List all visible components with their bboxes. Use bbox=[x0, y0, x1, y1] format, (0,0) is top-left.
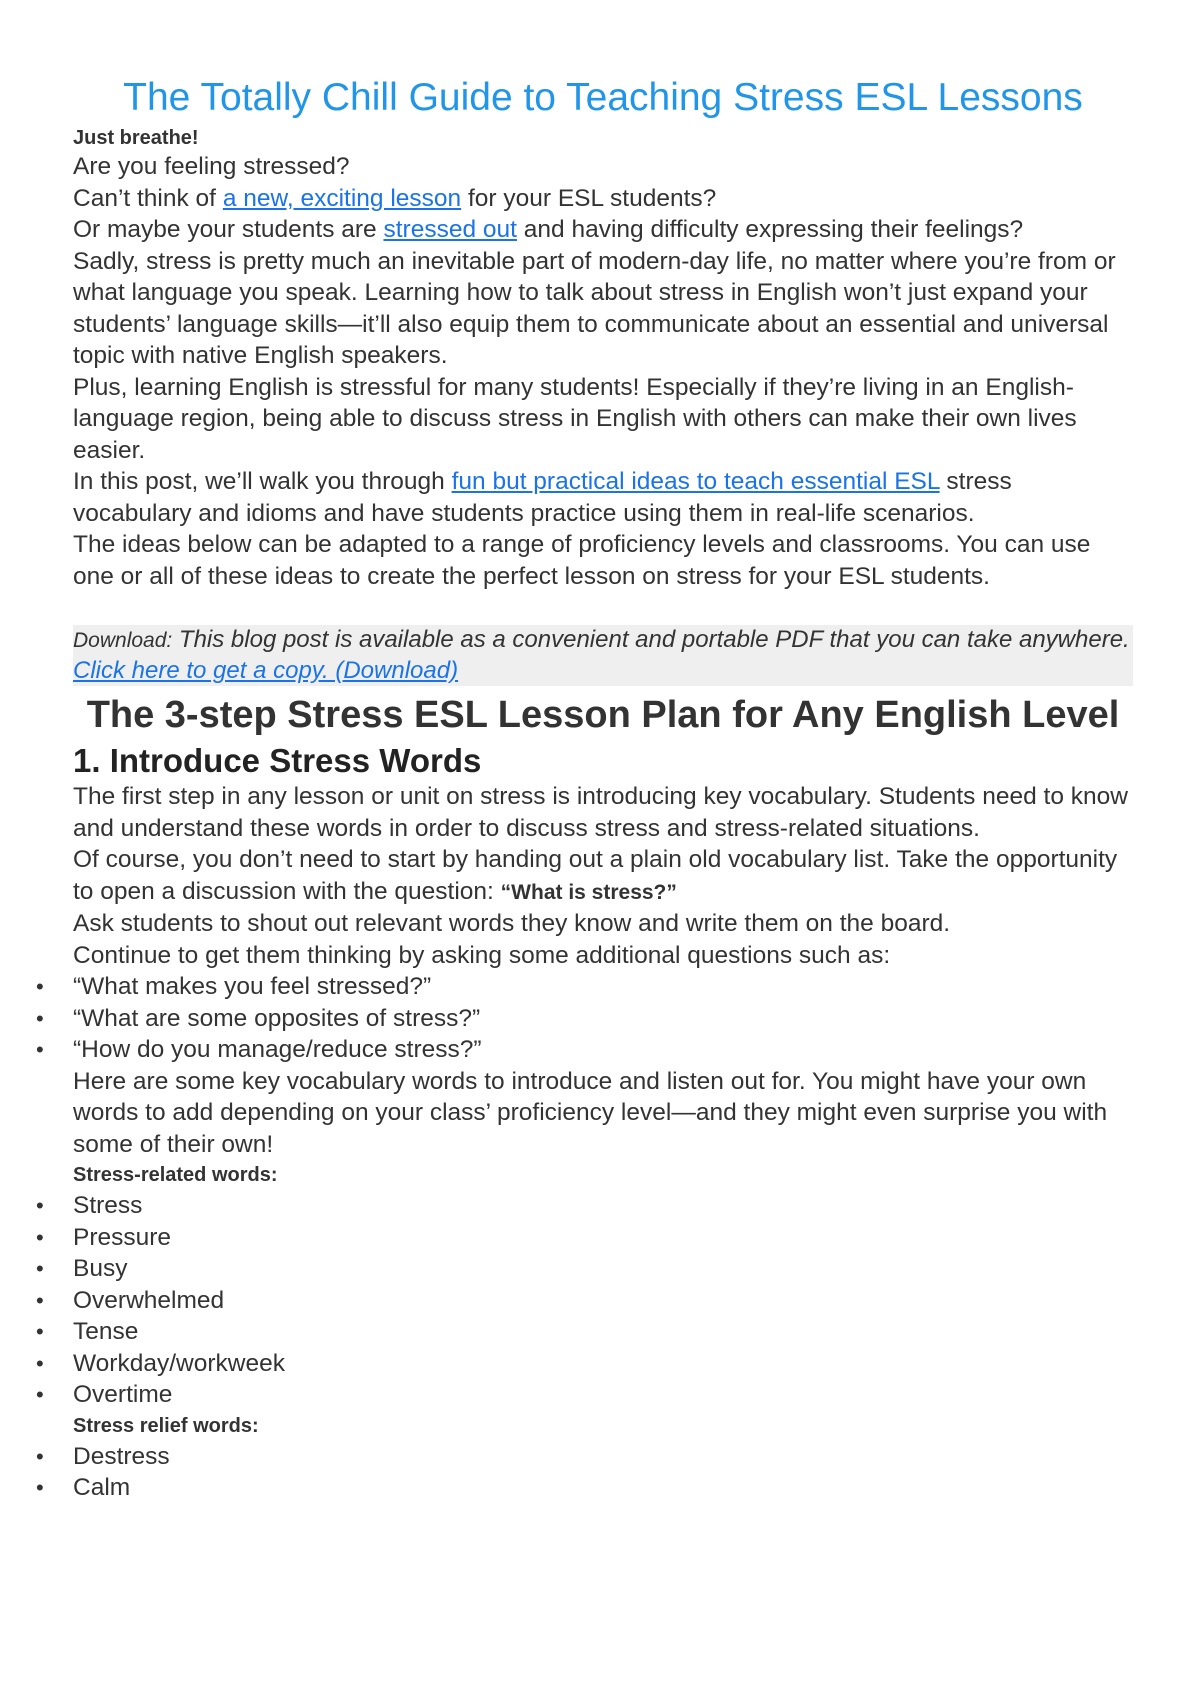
list-item-text: Tense bbox=[73, 1318, 139, 1345]
section-title: The 3-step Stress ESL Lesson Plan for Any English Level bbox=[86, 694, 1120, 736]
list-item bbox=[36, 1285, 1133, 1317]
stress-related-words-label: Stress-related words: bbox=[73, 1164, 278, 1186]
intro-p6-text-before: In this post, we’ll walk you through bbox=[73, 468, 452, 495]
bullet-icon: • bbox=[36, 1193, 44, 1218]
new-lesson-link[interactable]: a new, exciting lesson bbox=[222, 184, 462, 212]
bullet-icon: • bbox=[36, 1287, 44, 1313]
list-item bbox=[36, 1003, 1133, 1035]
bullet-icon: • bbox=[36, 1382, 44, 1407]
intro-paragraph-2 bbox=[73, 183, 1133, 215]
intro-paragraph-3 bbox=[73, 214, 1133, 246]
list-item bbox=[36, 1472, 1133, 1504]
list-item-text: “How do you manage/reduce stress?” bbox=[73, 1036, 482, 1063]
bullet-icon: • bbox=[36, 1005, 44, 1031]
list-item-text: Busy bbox=[73, 1255, 128, 1282]
stress-related-words-list bbox=[36, 1190, 1133, 1411]
bullet-icon: • bbox=[36, 1224, 44, 1250]
document-subtitle: Just breathe! bbox=[73, 127, 199, 149]
discussion-questions-list bbox=[36, 971, 1133, 1066]
bullet-icon: • bbox=[36, 974, 44, 999]
bullet-icon: • bbox=[36, 1443, 44, 1469]
intro-p2-text-after: for your ESL students? bbox=[461, 184, 717, 212]
intro-paragraph-7: The ideas below can be adapted to a range of proficiency levels and classrooms. You can use one or all of these ideas to create the perfect lesson on stress for your ESL students. bbox=[73, 531, 1091, 590]
list-item-text: Calm bbox=[73, 1474, 131, 1501]
list-item-text: “What makes you feel stressed?” bbox=[73, 973, 432, 1000]
stress-relief-words-list bbox=[36, 1441, 1133, 1504]
document-page bbox=[36, 70, 1133, 1504]
list-item bbox=[36, 1190, 1133, 1222]
list-item bbox=[36, 1222, 1133, 1254]
list-item bbox=[36, 1348, 1133, 1380]
list-item-text: Overwhelmed bbox=[73, 1286, 225, 1314]
what-is-stress-question: “What is stress?” bbox=[500, 880, 677, 904]
bullet-icon: • bbox=[36, 1475, 44, 1500]
step-1-heading: 1. Introduce Stress Words bbox=[73, 742, 482, 779]
bullet-icon: • bbox=[36, 1350, 44, 1376]
list-item-text: Overtime bbox=[73, 1381, 173, 1408]
list-item-text: Stress bbox=[73, 1192, 143, 1219]
intro-p2-text-before: Can’t think of bbox=[73, 184, 223, 212]
download-callout bbox=[73, 625, 1133, 686]
document-title: The Totally Chill Guide to Teaching Stress ESL Lessons bbox=[123, 76, 1083, 119]
list-item bbox=[36, 1379, 1133, 1411]
download-label: Download: bbox=[73, 629, 173, 652]
intro-paragraph-5: Plus, learning English is stressful for many students! Especially if they’re living in an English-language region, being able to discuss stress in English with others can make their own lives easier. bbox=[73, 373, 1077, 464]
list-item bbox=[36, 971, 1133, 1003]
bullet-icon: • bbox=[36, 1037, 44, 1062]
stress-relief-words-label: Stress relief words: bbox=[73, 1414, 259, 1437]
intro-paragraph-1: Are you feeling stressed? bbox=[73, 153, 350, 180]
list-item bbox=[36, 1034, 1133, 1066]
list-item bbox=[36, 1441, 1133, 1473]
intro-p3-text-before: Or maybe your students are bbox=[73, 216, 384, 243]
stressed-out-link[interactable]: stressed out bbox=[383, 216, 517, 243]
intro-p3-text-after: and having difficulty expressing their feelings? bbox=[516, 216, 1024, 243]
list-item-text: Pressure bbox=[73, 1223, 172, 1251]
bullet-icon: • bbox=[36, 1256, 44, 1281]
intro-paragraph-4: Sadly, stress is pretty much an inevitable part of modern-day life, no matter where you’re from or what language you speak. Learning how to talk about stress in English won’t just expand your students’ language skills—it’ll also equip them to communicate about an essential and universal topic with native English speakers. bbox=[73, 247, 1116, 369]
list-item bbox=[36, 1316, 1133, 1348]
bullet-icon: • bbox=[36, 1319, 44, 1344]
list-item-text: Destress bbox=[73, 1442, 170, 1470]
list-item-text: Workday/workweek bbox=[73, 1349, 285, 1377]
intro-paragraph-6 bbox=[73, 466, 1133, 529]
intro-p6-text-after: stress vocabulary and idioms and have students practice using them in real-life scenarios. bbox=[73, 468, 1012, 527]
list-item-text: “What are some opposites of stress?” bbox=[73, 1004, 481, 1032]
step-1-paragraph-5: Here are some key vocabulary words to introduce and listen out for. You might have your own words to add depending on your class’ proficiency level—and they might even surprise you with some of their own! bbox=[73, 1067, 1108, 1158]
download-text: This blog post is available as a convenient and portable PDF that you can take anywhere. bbox=[172, 626, 1130, 653]
step-1-paragraph-4: Continue to get them thinking by asking some additional questions such as: bbox=[73, 941, 891, 969]
download-pdf-link[interactable]: Click here to get a copy. (Download) bbox=[73, 657, 459, 684]
practical-ideas-link[interactable]: fun but practical ideas to teach essential ESL bbox=[451, 468, 940, 495]
step-1-paragraph-1: The first step in any lesson or unit on stress is introducing key vocabulary. Students need to know and understand these words in order to discuss stress and stress-related situations. bbox=[73, 783, 1128, 842]
list-item bbox=[36, 1253, 1133, 1285]
step-1-paragraph-2 bbox=[73, 844, 1133, 908]
step-1-p2-text: Of course, you don’t need to start by handing out a plain old vocabulary list. Take the opportunity to open a discussion with the question: bbox=[73, 846, 1118, 905]
step-1-paragraph-3: Ask students to shout out relevant words they know and write them on the board. bbox=[73, 910, 951, 937]
